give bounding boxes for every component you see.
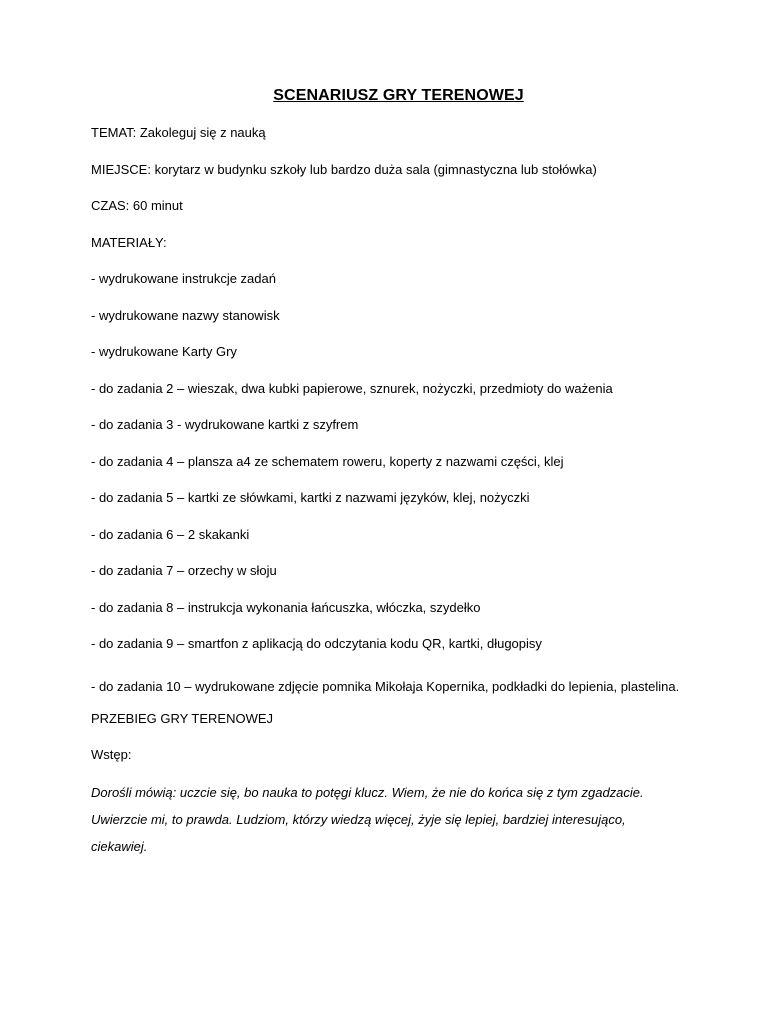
list-item: - wydrukowane instrukcje zadań — [91, 271, 276, 286]
list-item: - do zadania 6 – 2 skakanki — [91, 526, 250, 542]
document-title: SCENARIUSZ GRY TERENOWEJ — [273, 87, 524, 104]
list-item: - do zadania 2 – wieszak, dwa kubki papierowe, sznurek, nożyczki, przedmioty do ważenia — [91, 380, 613, 396]
list-item: - do zadania 5 – kartki ze słówkami, kartki z nazwami języków, klej, nożyczki — [91, 490, 530, 505]
list-item: - do zadania 4 – plansza a4 ze schematem roweru, koperty z nazwami części, klej — [91, 453, 564, 469]
wstep-heading: Wstęp: — [91, 747, 132, 762]
list-item: - do zadania 7 – orzechy w słoju — [91, 563, 277, 578]
przebieg-heading: PRZEBIEG GRY TERENOWEJ — [91, 710, 274, 726]
list-item: - do zadania 9 – smartfon z aplikacją do odczytania kodu QR, kartki, długopisy — [91, 636, 542, 651]
materialy-heading: MATERIAŁY: — [91, 234, 167, 250]
list-item: - do zadania 8 – instrukcja wykonania łańcuszka, włóczka, szydełko — [91, 599, 481, 615]
miejsce-line: MIEJSCE: korytarz w budynku szkoły lub bardzo duża sala (gimnastyczna lub stołówka) — [91, 161, 597, 177]
list-item: - wydrukowane Karty Gry — [91, 344, 237, 359]
intro-paragraph: Dorośli mówią: uczcie się, bo nauka to potęgi klucz. Wiem, że nie do końca się z tym zgadzacie. Uwierzcie mi, to prawda. Ludziom, którzy wiedzą więcej, żyje się lepiej, bardziej interesująco, ciekawiej. — [91, 784, 644, 854]
materials-list — [91, 271, 698, 700]
list-item: - do zadania 10 – wydrukowane zdjęcie pomnika Mikołaja Kopernika, podkładki do lepienia, plastelina. — [91, 678, 680, 694]
list-item: - wydrukowane nazwy stanowisk — [91, 307, 280, 323]
czas-line: CZAS: 60 minut — [91, 198, 183, 213]
temat-line: TEMAT: Zakoleguj się z nauką — [91, 125, 266, 140]
list-item: - do zadania 3 - wydrukowane kartki z szyfrem — [91, 417, 359, 432]
